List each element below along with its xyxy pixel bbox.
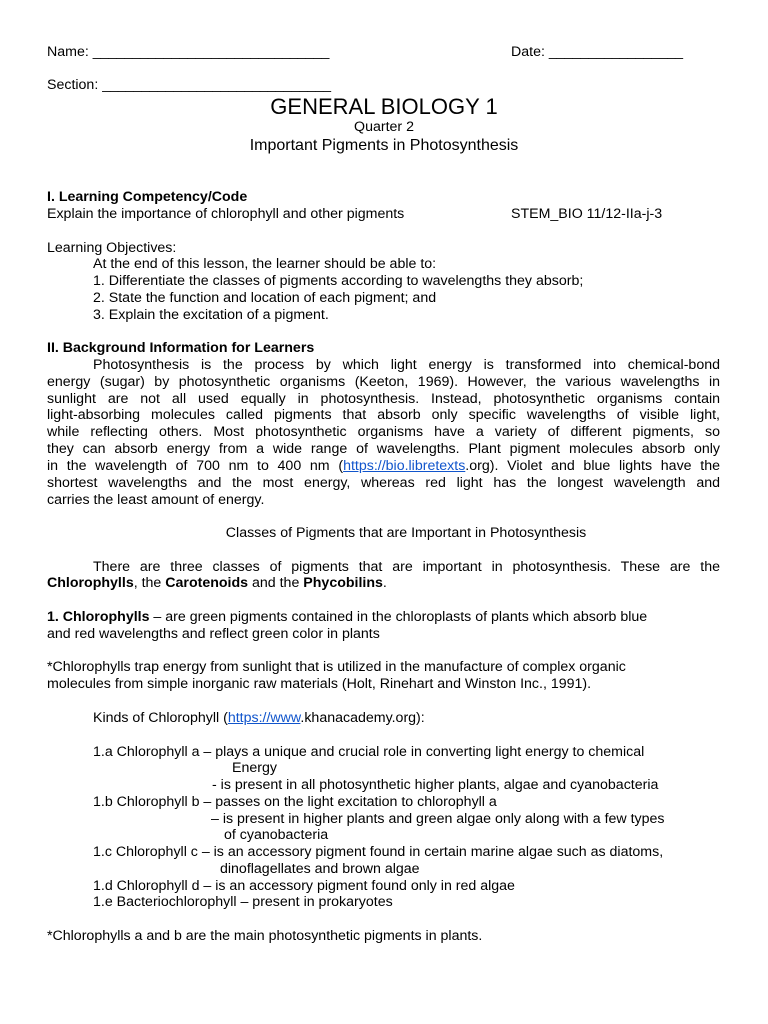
- chlorophylls-def-line: and red wavelengths and reflect green color in plants: [47, 626, 380, 642]
- objective-item: 1. Differentiate the classes of pigments according to wavelengths they absorb;: [93, 273, 584, 289]
- classes-text: , the: [133, 575, 166, 591]
- page-title: GENERAL BIOLOGY 1: [270, 94, 498, 119]
- kind-item: 1.d Chlorophyll d – is an accessory pigment found only in red algae: [93, 878, 515, 894]
- kind-item: 1.a Chlorophyll a – plays a unique and crucial role in converting light energy to chemical: [93, 744, 645, 760]
- libretexts-link[interactable]: https://bio.libretexts: [343, 458, 466, 474]
- background-line: light-absorbing molecules called pigments that absorb only specific wavelengths of visible light,: [47, 407, 720, 423]
- objective-item: 3. Explain the excitation of a pigment.: [93, 307, 329, 323]
- kind-item: 1.b Chlorophyll b – passes on the light excitation to chlorophyll a: [93, 794, 497, 810]
- background-line: Photosynthesis is the process by which light energy is transformed into chemical-bond: [93, 357, 720, 373]
- background-line: energy (sugar) by photosynthetic organisms (Keeton, 1969). However, the various wavelengths in: [47, 374, 720, 390]
- date-field: Date: _________________: [511, 44, 683, 60]
- background-line: shortest wavelengths and the most energy, whereas red light has the longest wavelength and: [47, 475, 720, 491]
- page-subtitle: Important Pigments in Photosynthesis: [249, 137, 519, 154]
- kinds-heading: [93, 710, 425, 727]
- kind-item-cont: - is present in all photosynthetic higher plants, algae and cyanobacteria: [212, 777, 659, 793]
- background-line: [47, 458, 720, 475]
- background-line: they can absorb energy from a wide range of wavelengths. Plant pigment molecules absorb only: [47, 441, 720, 457]
- competency-heading: I. Learning Competency/Code: [47, 189, 248, 205]
- classes-text: and the: [248, 575, 304, 591]
- objectives-heading: Learning Objectives:: [47, 240, 177, 256]
- classes-intro: There are three classes of pigments that are important in photosynthesis. These are the: [93, 559, 720, 575]
- background-line-text: .org). Violet and blue lights have the: [465, 458, 720, 474]
- kind-item-cont: of cyanobacteria: [224, 827, 329, 843]
- classes-list: [47, 575, 387, 592]
- quarter-label: Quarter 2: [354, 119, 414, 135]
- chlorophylls-note: *Chlorophylls trap energy from sunlight that is utilized in the manufacture of complex organic: [47, 659, 626, 675]
- background-heading: II. Background Information for Learners: [47, 340, 315, 356]
- chlorophylls-term: Chlorophylls: [47, 575, 134, 591]
- classes-heading: Classes of Pigments that are Important in Photosynthesis: [225, 525, 587, 541]
- kind-item-cont: dinoflagellates and brown algae: [220, 861, 420, 877]
- carotenoids-term: Carotenoids: [165, 575, 249, 591]
- kind-item-cont: Energy: [232, 760, 277, 776]
- phycobilins-term: Phycobilins: [303, 575, 383, 591]
- objectives-intro: At the end of this lesson, the learner should be able to:: [93, 256, 437, 272]
- chlorophylls-footnote: *Chlorophylls a and b are the main photosynthetic pigments in plants.: [47, 928, 483, 944]
- section-field: Section: _____________________________: [47, 77, 332, 93]
- background-line: carries the least amount of energy.: [47, 492, 265, 508]
- competency-code: STEM_BIO 11/12-IIa-j-3: [511, 206, 663, 222]
- kinds-text: .khanacademy.org):: [300, 710, 425, 726]
- background-line: while reflecting others. Most photosynthetic organisms have a variety of different pigments, so: [47, 424, 720, 440]
- kind-item-cont: – is present in higher plants and green algae only along with a few types: [211, 811, 665, 827]
- khanacademy-link[interactable]: https://www: [227, 710, 301, 726]
- background-line-text: in the wavelength of 700 nm to 400 nm (: [47, 458, 344, 474]
- kind-item: 1.e Bacteriochlorophyll – present in prokaryotes: [93, 894, 393, 910]
- chlorophylls-note: molecules from simple inorganic raw materials (Holt, Rinehart and Winston Inc., 1991).: [47, 676, 592, 692]
- chlorophylls-heading: 1. Chlorophylls: [47, 609, 150, 625]
- chlorophylls-def-text: – are green pigments contained in the chloroplasts of plants which absorb blue: [149, 609, 648, 625]
- kind-item: 1.c Chlorophyll c – is an accessory pigment found in certain marine algae such as diatoms,: [93, 844, 664, 860]
- chlorophylls-definition: [47, 609, 647, 626]
- kinds-text: Kinds of Chlorophyll (: [93, 710, 228, 726]
- name-field: Name: ______________________________: [47, 44, 330, 60]
- objective-item: 2. State the function and location of each pigment; and: [93, 290, 437, 306]
- classes-text: .: [382, 575, 387, 591]
- competency-text: Explain the importance of chlorophyll and other pigments: [47, 206, 405, 222]
- background-line: sunlight are not all used equally in photosynthesis. Instead, photosynthetic organisms contain: [47, 391, 720, 407]
